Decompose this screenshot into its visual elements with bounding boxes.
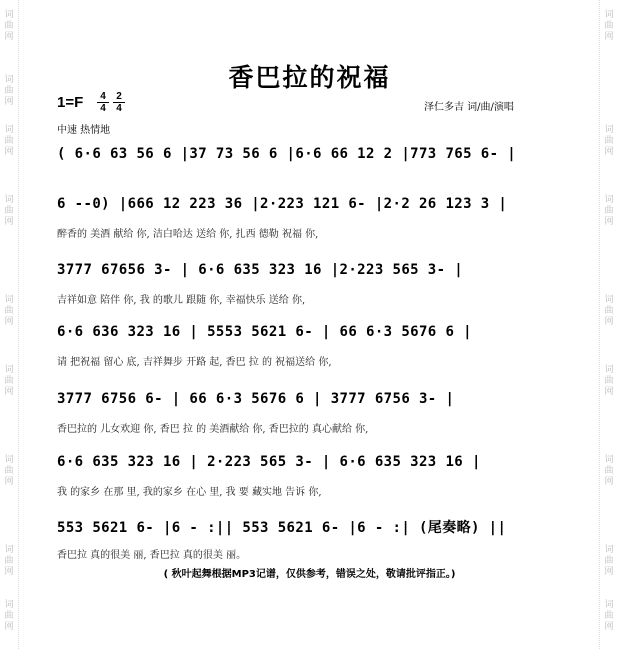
staff-line-2: 6 --0) |666 12 223 36 |2·223 121 6- |2·2 26 123 3 | — [57, 196, 508, 212]
lyric-line-2: 醉香的 美酒 献给 你, 洁白哈达 送给 你, 扎西 德勒 祝福 你, — [57, 229, 319, 240]
watermark-left-2: 词 曲 网 — [4, 75, 14, 107]
lyric-line-6: 我 的家乡 在那 里, 我的家乡 在心 里, 我 要 藏实地 告诉 你, — [57, 487, 322, 498]
watermark-right-6: 词 曲 网 — [604, 455, 614, 487]
watermark-left-6: 词 曲 网 — [4, 365, 14, 397]
credits: 泽仁多吉 词/曲/演唱 — [424, 102, 514, 113]
footnote: ( 秋叶起舞根据MP3记谱，仅供参考，错误之处，敬请批评指正。) — [163, 569, 456, 580]
staff-line-5: 3777 6756 6- | 66 6·3 5676 6 | 3777 6756 3- | — [57, 391, 455, 407]
key-signature: 1=F — [57, 94, 84, 111]
time-sig-1-top: 4 — [100, 91, 106, 102]
staff-line-3: 3777 67656 3- | 6·6 635 323 16 |2·223 565 3- | — [57, 262, 464, 278]
time-sig-2-top: 2 — [116, 91, 122, 102]
watermark-right-1: 词 曲 网 — [604, 10, 614, 42]
time-signature-1 — [97, 91, 109, 114]
lyric-line-4: 请 把祝福 留心 底, 吉祥舞步 开路 起, 香巴 拉 的 祝福送给 你, — [57, 357, 332, 368]
song-title: 香巴拉的祝福 — [228, 63, 391, 92]
time-sig-2-bottom: 4 — [113, 102, 125, 114]
watermark-right-4: 词 曲 网 — [604, 295, 614, 327]
watermark-right-8: 词 曲 网 — [604, 600, 614, 632]
time-signature-2 — [113, 91, 125, 114]
watermark-left-5: 词 曲 网 — [4, 295, 14, 327]
watermark-left-9: 词 曲 网 — [4, 600, 14, 632]
lyric-line-7: 香巴拉 真的很美 丽, 香巴拉 真的很美 丽。 — [57, 550, 247, 561]
watermark-right-2: 词 曲 网 — [604, 125, 614, 157]
tempo-marking: 中速 热情地 — [57, 125, 111, 136]
time-sig-1-bottom: 4 — [97, 102, 109, 114]
watermark-left-8: 词 曲 网 — [4, 545, 14, 577]
watermark-left-1: 词 曲 网 — [4, 10, 14, 42]
staff-line-7: 553 5621 6- |6 - :|| 553 5621 6- |6 - :| (尾奏略) || — [57, 520, 507, 536]
watermark-left-3: 词 曲 网 — [4, 125, 14, 157]
watermark-right-3: 词 曲 网 — [604, 195, 614, 227]
staff-line-1: ( 6·6 63 56 6 |37 73 56 6 |6·6 66 12 2 |773 765 6- | — [57, 146, 517, 162]
watermark-left-4: 词 曲 网 — [4, 195, 14, 227]
staff-line-6: 6·6 635 323 16 | 2·223 565 3- | 6·6 635 323 16 | — [57, 454, 481, 470]
watermark-left-7: 词 曲 网 — [4, 455, 14, 487]
watermark-right-5: 词 曲 网 — [604, 365, 614, 397]
lyric-line-5: 香巴拉的 儿女欢迎 你, 香巴 拉 的 美酒献给 你, 香巴拉的 真心献给 你, — [57, 424, 369, 435]
watermark-right-7: 词 曲 网 — [604, 545, 614, 577]
lyric-line-3: 吉祥如意 陪伴 你, 我 的歌儿 跟随 你, 幸福快乐 送给 你, — [57, 295, 306, 306]
staff-line-4: 6·6 636 323 16 | 5553 5621 6- | 66 6·3 5676 6 | — [57, 324, 472, 340]
